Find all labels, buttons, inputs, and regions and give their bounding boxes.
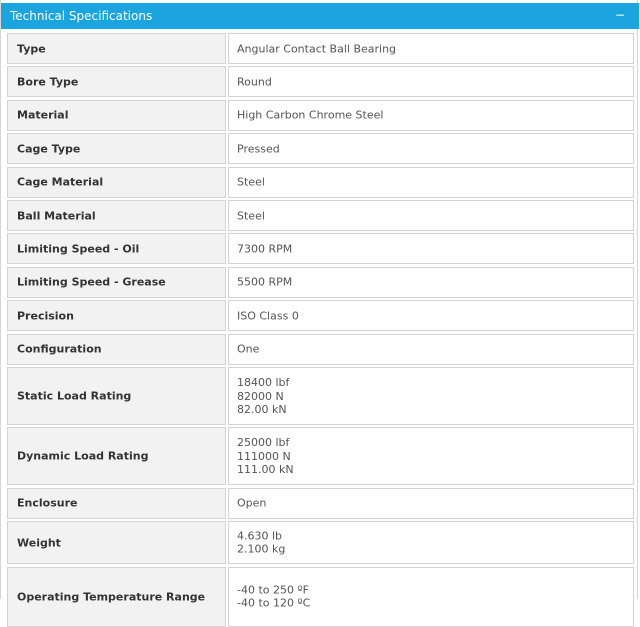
spec-label: Dynamic Load Rating xyxy=(17,449,149,463)
spec-value xyxy=(237,436,294,477)
spec-row-dynamic-load-rating xyxy=(7,427,634,485)
spec-label-cell xyxy=(7,300,226,331)
spec-row-cage-type xyxy=(7,133,634,164)
spec-label: Ball Material xyxy=(17,208,96,222)
spec-value-line: One xyxy=(237,342,260,356)
spec-value-cell xyxy=(228,267,634,298)
spec-label: Type xyxy=(17,41,46,55)
spec-value-line: 25000 lbf xyxy=(237,436,290,450)
spec-value-cell xyxy=(228,300,634,331)
panel-title: Technical Specifications xyxy=(10,9,153,23)
spec-label: Limiting Speed - Grease xyxy=(17,275,166,289)
spec-row-enclosure xyxy=(7,488,634,519)
spec-label-cell xyxy=(7,100,226,131)
spec-value-line: 82000 N xyxy=(237,389,284,403)
spec-label: Material xyxy=(17,108,69,122)
spec-row-operating-temperature-range xyxy=(7,567,634,627)
spec-value-line: Open xyxy=(237,496,267,510)
spec-value xyxy=(237,175,265,189)
spec-value-line: 5500 RPM xyxy=(237,275,293,289)
spec-value-cell xyxy=(228,567,634,627)
spec-label-cell xyxy=(7,33,226,64)
spec-row-weight xyxy=(7,521,634,564)
spec-value-line: 82.00 kN xyxy=(237,402,287,416)
spec-value xyxy=(237,309,299,323)
spec-value xyxy=(237,276,292,290)
spec-value-line: 7300 RPM xyxy=(237,242,293,256)
spec-label: Weight xyxy=(17,535,61,549)
spec-value xyxy=(237,342,259,356)
spec-value-cell xyxy=(228,167,634,198)
spec-value-cell xyxy=(228,367,634,425)
spec-value-cell xyxy=(228,66,634,97)
spec-label: Limiting Speed - Oil xyxy=(17,242,140,256)
spec-label-cell xyxy=(7,200,226,231)
spec-row-bore-type xyxy=(7,66,634,97)
spec-value-line: -40 to 250 ºF xyxy=(237,583,310,597)
spec-value-line: 4.630 lb xyxy=(237,529,283,543)
spec-value-line: -40 to 120 ºC xyxy=(237,596,311,610)
spec-value-cell xyxy=(228,33,634,64)
spec-value xyxy=(237,583,310,610)
spec-value-line: ISO Class 0 xyxy=(237,308,299,322)
spec-value-cell xyxy=(228,334,634,365)
spec-value xyxy=(237,242,292,256)
spec-label-cell xyxy=(7,367,226,425)
spec-value xyxy=(237,75,272,89)
spec-label: Cage Type xyxy=(17,141,81,155)
spec-label-cell xyxy=(7,521,226,564)
spec-label: Bore Type xyxy=(17,75,79,89)
spec-value xyxy=(237,42,396,56)
spec-value-cell xyxy=(228,100,634,131)
panel-header[interactable] xyxy=(1,3,639,29)
spec-value-line: Angular Contact Ball Bearing xyxy=(237,41,397,55)
spec-label: Cage Material xyxy=(17,175,104,189)
spec-label-cell xyxy=(7,233,226,264)
spec-row-type xyxy=(7,33,634,64)
spec-value-cell xyxy=(228,521,634,564)
spec-label-cell xyxy=(7,488,226,519)
spec-value xyxy=(237,497,266,511)
spec-label-cell xyxy=(7,66,226,97)
spec-label: Configuration xyxy=(17,342,102,356)
spec-value-cell xyxy=(228,233,634,264)
spec-value xyxy=(237,376,289,417)
spec-value-line: Steel xyxy=(237,208,265,222)
spec-row-configuration xyxy=(7,334,634,365)
spec-label: Static Load Rating xyxy=(17,389,132,403)
spec-label-cell xyxy=(7,334,226,365)
spec-value-line: Round xyxy=(237,75,272,89)
spec-value xyxy=(237,109,383,123)
spec-value-line: 111.00 kN xyxy=(237,463,294,477)
spec-value-cell xyxy=(228,427,634,485)
spec-row-ball-material xyxy=(7,200,634,231)
spec-row-limiting-speed-grease xyxy=(7,267,634,298)
spec-label-cell xyxy=(7,133,226,164)
spec-value-line: Steel xyxy=(237,175,265,189)
spec-label: Precision xyxy=(17,308,74,322)
spec-row-static-load-rating xyxy=(7,367,634,425)
spec-value-cell xyxy=(228,488,634,519)
spec-value-line: Pressed xyxy=(237,141,280,155)
spec-label-cell xyxy=(7,267,226,298)
spec-label-cell xyxy=(7,567,226,627)
spec-value xyxy=(237,529,285,556)
spec-row-cage-material xyxy=(7,167,634,198)
spec-value-cell xyxy=(228,200,634,231)
spec-value-line: 2.100 kg xyxy=(237,542,286,556)
collapse-icon[interactable]: − xyxy=(614,8,626,22)
spec-label: Enclosure xyxy=(17,496,78,510)
spec-label: Operating Temperature Range xyxy=(17,589,206,603)
spec-value xyxy=(237,209,265,223)
spec-value-cell xyxy=(228,133,634,164)
spec-label-cell xyxy=(7,427,226,485)
spec-value-line: 18400 lbf xyxy=(237,375,290,389)
spec-value-line: 111000 N xyxy=(237,449,291,463)
spec-value xyxy=(237,142,280,156)
spec-row-material xyxy=(7,100,634,131)
spec-row-limiting-speed-oil xyxy=(7,233,634,264)
spec-label-cell xyxy=(7,167,226,198)
spec-row-precision xyxy=(7,300,634,331)
spec-value-line: High Carbon Chrome Steel xyxy=(237,108,384,122)
